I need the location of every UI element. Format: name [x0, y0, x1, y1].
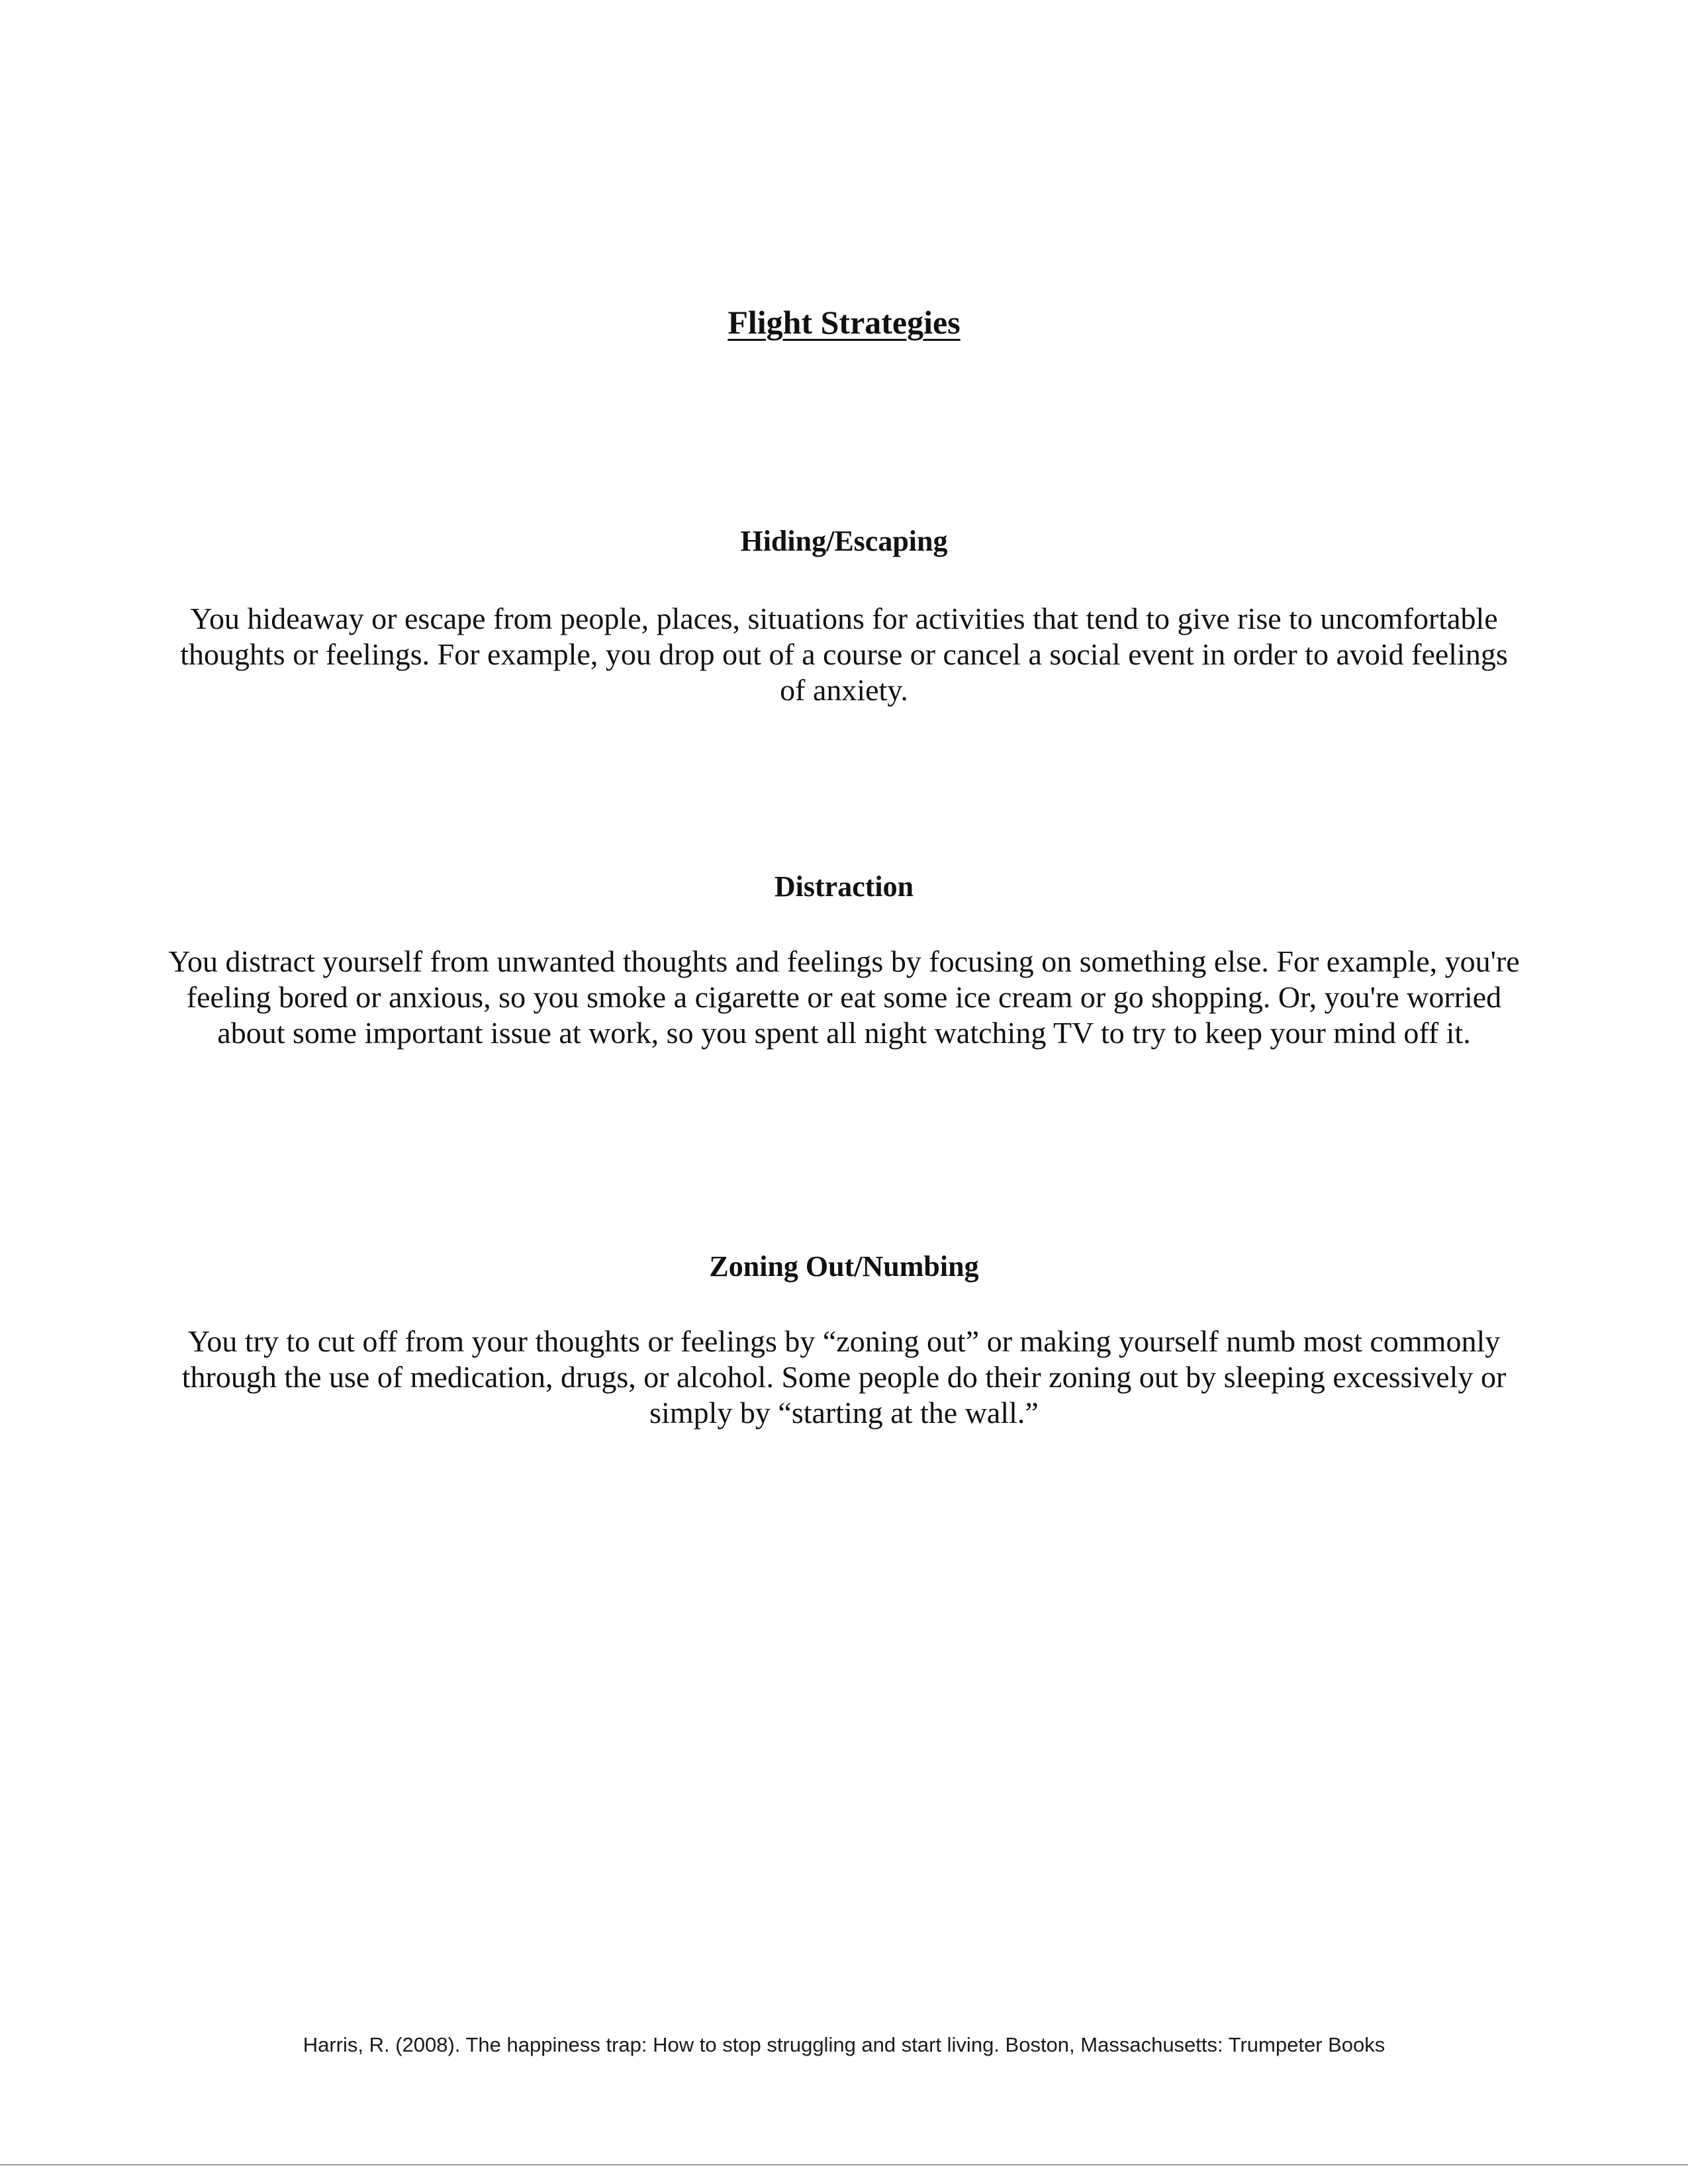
citation: Harris, R. (2008). The happiness trap: How to stop struggling and start living. Boston, Massachusetts: Trumpeter Books [303, 2033, 1385, 2056]
section-hiding-escaping [165, 523, 1523, 708]
section-heading: Zoning Out/Numbing [709, 1250, 979, 1283]
section-body: You hideaway or escape from people, places, situations for activities that tend to give rise to uncomfortable thoughts or feelings. For example, you drop out of a course or cancel a social event in order to avoid feelings of anxiety. [180, 602, 1508, 707]
section-heading: Distraction [774, 870, 914, 903]
page-title: Flight Strategies [727, 304, 961, 341]
section-body: You distract yourself from unwanted thoughts and feelings by focusing on something else. For example, you're feeling bored or anxious, so you smoke a cigarette or eat some ice cream or go shopping. Or, you're worried about some important issue at work, so you spent all night watching TV to try to keep your mind off it. [168, 944, 1520, 1050]
scan-edge-divider [0, 2164, 1688, 2165]
section-body: You try to cut off from your thoughts or feelings by “zoning out” or making yourself numb most commonly through the use of medication, drugs, or alcohol. Some people do their zoning out by sleeping excessively or simply by “starting at the wall.” [181, 1324, 1507, 1430]
section-distraction [165, 868, 1523, 1051]
section-heading: Hiding/Escaping [740, 525, 948, 557]
section-zoning-out-numbing [165, 1248, 1523, 1431]
